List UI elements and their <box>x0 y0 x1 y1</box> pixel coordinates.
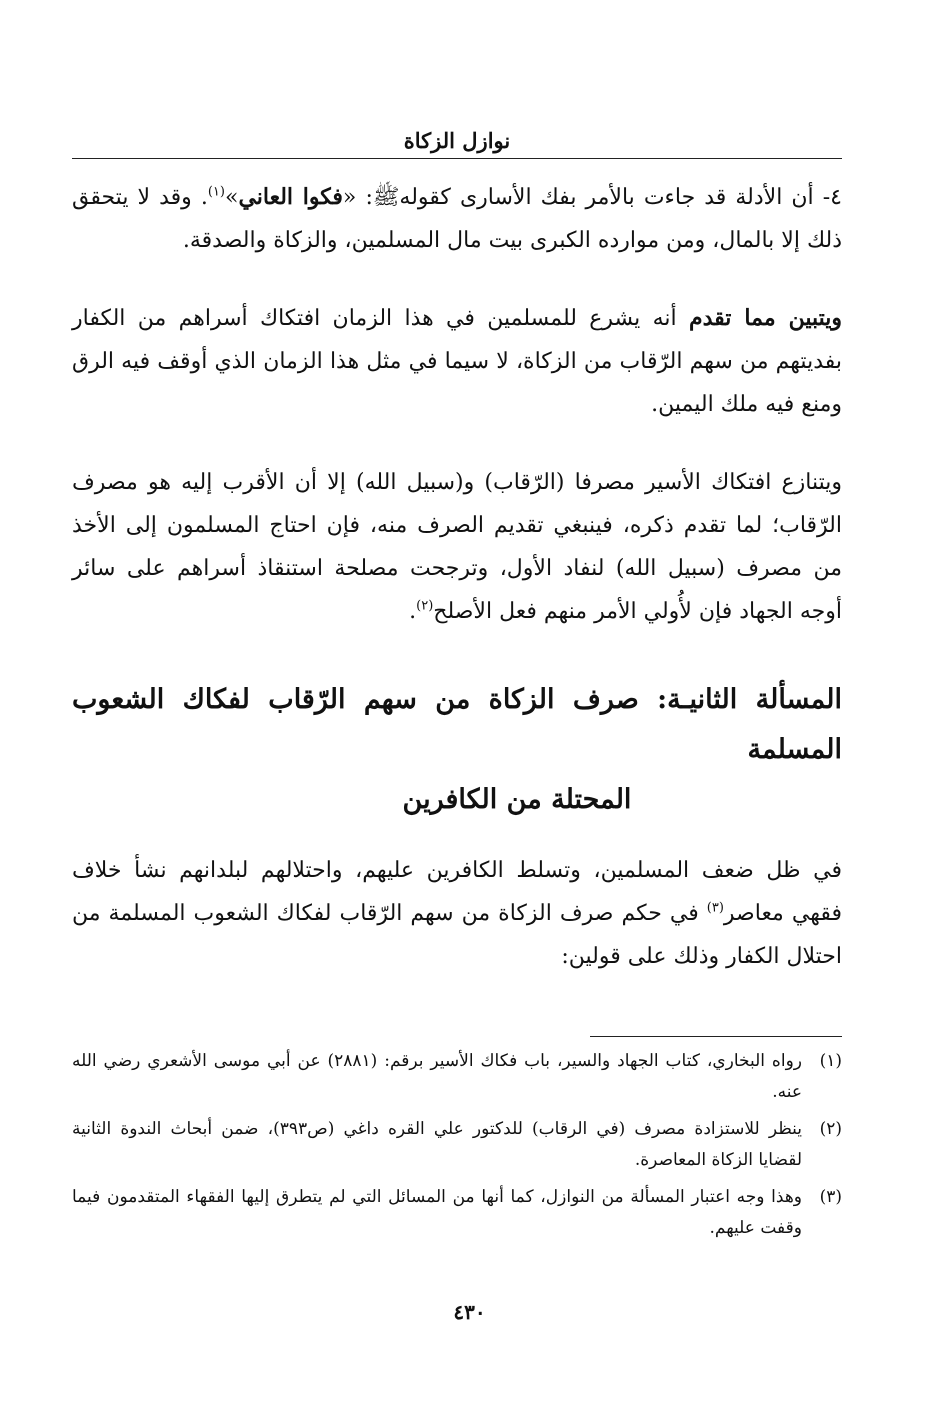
p1-text-b: » <box>224 185 239 210</box>
paragraph-conclusion <box>72 297 842 426</box>
p3-text-b: . <box>409 599 417 624</box>
main-text <box>72 176 842 988</box>
footnote-number: (١) <box>819 1051 842 1071</box>
p3-text-a: ويتنازع افتكاك الأسير مصرفا (الرّقاب) و(سبيل الله) إلا أن الأقرب إليه هو مصرف الرّقاب؛ لما تقدم ذكره، فينبغي تقديم الصرف منه، فإن احتاج المسلمون إلى الأخذ من مصرف (سبيل الله) لنفاد الأول، وترجحت مصلحة استنقاذ أسراهم على سائر أوجه الجهاد فإن لأُولي الأمر منهم فعل الأصلح <box>72 470 842 624</box>
footnote-text: رواه البخاري، كتاب الجهاد والسير، باب فكاك الأسير برقم: (٢٨٨١) عن أبي موسى الأشعري رضي الله عنه. <box>72 1051 802 1102</box>
footnote-ref-1[interactable]: (١) <box>207 184 225 200</box>
page-number: ٤٣٠ <box>453 1300 486 1324</box>
p1-text-a: ٤- أن الأدلة قد جاءت بالأمر بفك الأسارى كقولهﷺ: « <box>342 185 842 210</box>
paragraph-intro <box>72 849 842 978</box>
paragraph-evidence-4 <box>72 176 842 262</box>
footnote-ref-3[interactable]: (٣) <box>706 900 724 916</box>
p2-text: أنه يشرع للمسلمين في هذا الزمان افتكاك أسراهم من الكفار بفديتهم من سهم الرّقاب من الزكاة، لا سيما في مثل هذا الزمان الذي أوقف فيه الرق ومنع فيه ملك اليمين. <box>72 306 842 417</box>
heading-line-2: المحتلة من الكافرين <box>402 784 632 815</box>
footnote-text: وهذا وجه اعتبار المسألة من النوازل، كما أنها من المسائل التي لم يتطرق إليها الفقهاء المتقدمون فيما وقفت عليهم. <box>72 1187 802 1238</box>
footnote-3 <box>72 1182 842 1244</box>
footnote-number: (٢) <box>819 1119 842 1139</box>
footnote-2 <box>72 1114 842 1176</box>
footnotes <box>72 1046 842 1250</box>
paragraph-disbursement <box>72 461 842 633</box>
p2-bold-lead: ويتبين مما تقدم <box>688 305 843 331</box>
section-heading <box>72 675 842 825</box>
p4-text-b: في حكم صرف الزكاة من سهم الرّقاب لفكاك الشعوب المسلمة من احتلال الكفار وذلك على قولين: <box>72 901 842 969</box>
footnote-ref-2[interactable]: (٢) <box>416 598 434 614</box>
footnote-number: (٣) <box>819 1187 842 1207</box>
p4-text-a: في ظل ضعف المسلمين، وتسلط الكافرين عليهم، واحتلالهم لبلدانهم نشأ خلاف فقهي معاصر <box>72 858 842 926</box>
footnote-1 <box>72 1046 842 1108</box>
p1-text-c: . وقد لا يتحقق ذلك إلا بالمال، ومن موارده الكبرى بيت مال المسلمين، والزكاة والصدقة. <box>72 185 842 253</box>
footnote-text: ينظر للاستزادة مصرف (في الرقاب) للدكتور علي القره داغي (ص٣٩٣)، ضمن أبحاث الندوة الثانية لقضايا الزكاة المعاصرة. <box>72 1119 803 1170</box>
hadith-quote: فكوا العاني <box>238 184 343 210</box>
footnote-rule <box>590 1036 842 1037</box>
running-header: نوازل الزكاة <box>403 128 511 153</box>
header-rule <box>72 158 842 159</box>
heading-line-1: المسألة الثانيـة: صرف الزكاة من سهم الرّقاب لفكاك الشعوب المسلمة <box>72 684 842 765</box>
